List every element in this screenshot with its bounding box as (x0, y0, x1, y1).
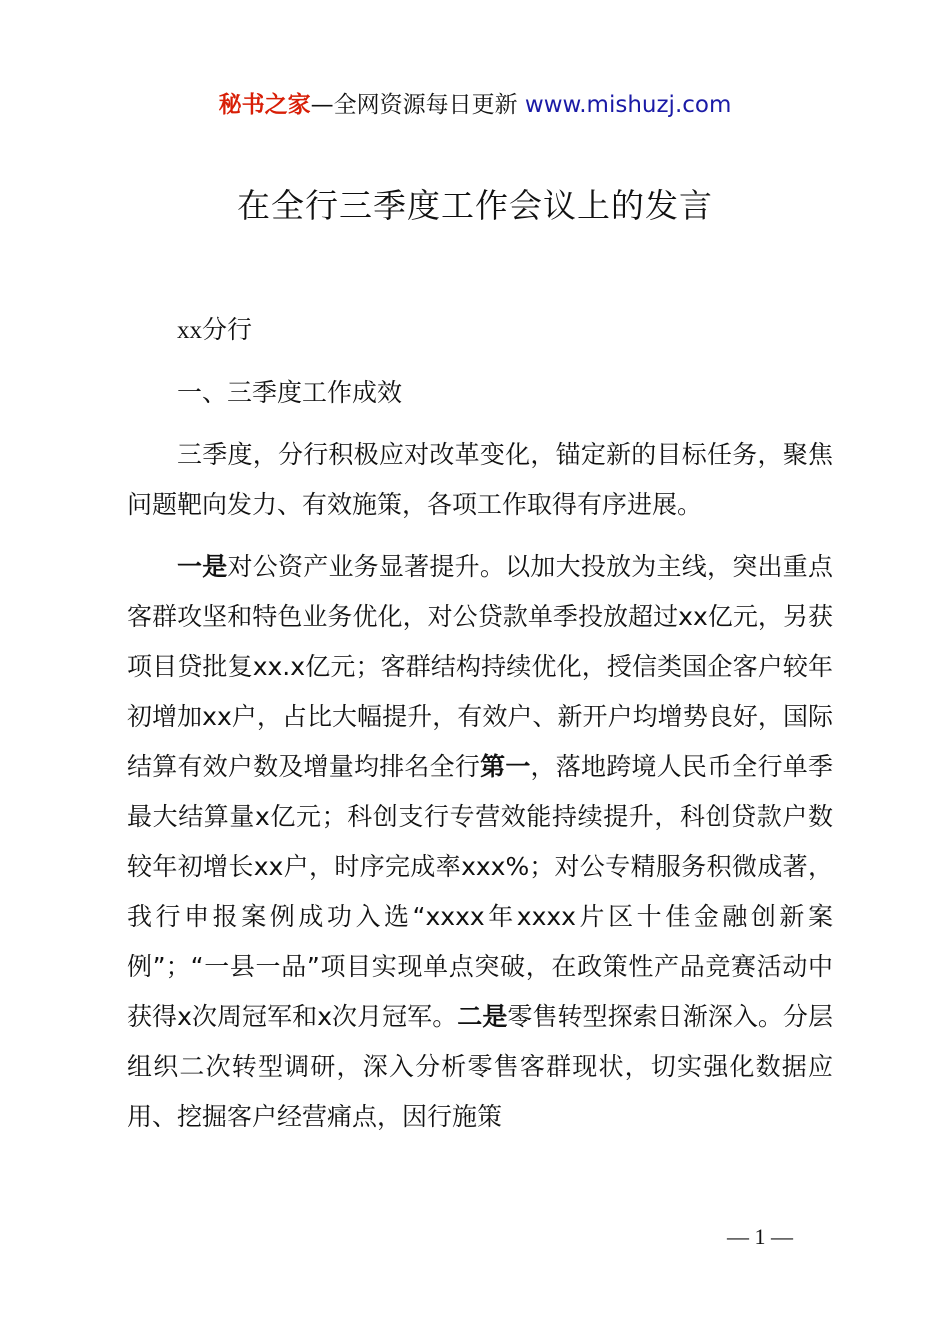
point-one-label: 一是 (177, 552, 228, 581)
page-number: — 1 — (727, 1224, 793, 1249)
point-two-label: 二是 (457, 1002, 508, 1031)
site-header (0, 88, 950, 122)
body-paragraph (127, 542, 833, 1142)
intro-paragraph: 三季度，分行积极应对改革变化，锚定新的目标任务，聚焦问题靶向发力、有效施策，各项工作取得有序进展。 (127, 440, 833, 519)
header-tagline: —全网资源每日更新 (310, 92, 525, 118)
org-name: xx分行 (177, 317, 253, 344)
document-body (127, 306, 833, 1142)
section-heading: 一、三季度工作成效 (177, 378, 403, 407)
brand-name: 秘书之家 (218, 92, 311, 118)
point-one-text: 对公资产业务显著提升。以加大投放为主线，突出重点客群攻坚和特色业务优化，对公贷款单季投放超过xx亿元，另获项目贷批复xx.x亿元；客群结构持续优化，授信类国企客户较年初增加xx户，占比大幅提升，有效户、新开户均增势良好，国际结算有效户数及增量均排名全行 (127, 552, 833, 781)
site-url-link[interactable]: www.mishuzj.com (524, 92, 732, 118)
point-one-text-cont: ，落地跨境人民币全行单季最大结算量x亿元；科创支行专营效能持续提升，科创贷款户数较年初增长xx户，时序完成率xxx%；对公专精服务积微成著，我行申报案例成功入选“xxxx年xxxx片区十佳金融创新案例”；“一县一品”项目实现单点突破，在政策性产品竞赛活动中获得x次周冠军和x次月冠军。 (127, 752, 833, 1031)
document-title: 在全行三季度工作会议上的发言 (237, 186, 713, 225)
point-two-text: 零售转型探索日渐深入。分层组织二次转型调研，深入分析零售客群现状，切实强化数据应用、挖掘客户经营痛点，因行施策 (127, 1002, 833, 1131)
rank-highlight: 第一 (480, 752, 531, 781)
